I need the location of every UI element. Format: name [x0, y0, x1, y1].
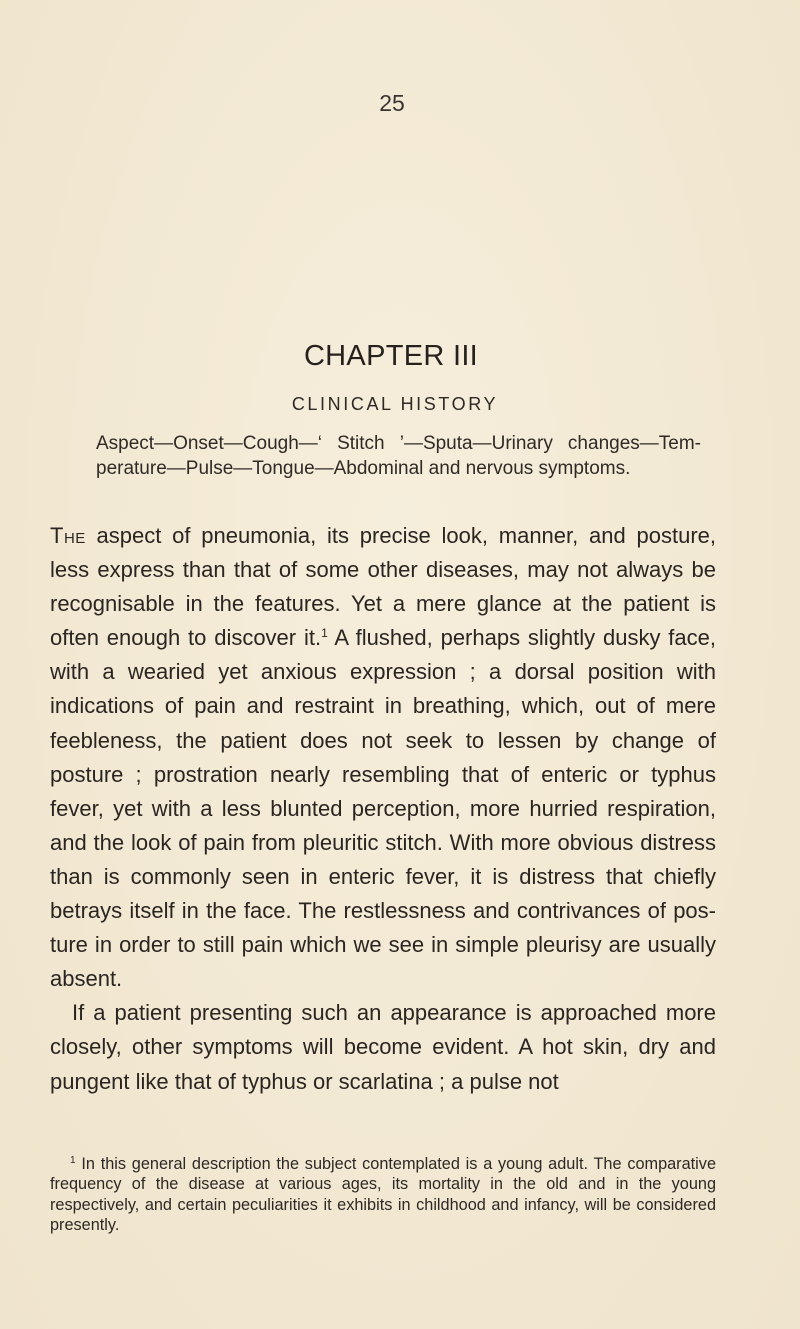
paragraph-1-part-a: aspect of pneumonia, its precise look, manner, and posture, less express than that of some other diseases, may not always be recognisable in the features. Yet a mere glance at the patient is often enough to discover it.	[50, 523, 716, 651]
paragraph-lead-word: The	[50, 523, 86, 548]
section-title: CLINICAL HISTORY	[291, 394, 499, 414]
footnote	[50, 1154, 716, 1235]
paragraph-2: If a patient presenting such an appearance is approached more closely, other symptoms will become evident. A hot skin, dry and pungent like that of typhus or scarlatina ; a pulse not	[50, 1000, 716, 1094]
body-text	[50, 519, 716, 1099]
page-number: 25	[379, 90, 405, 116]
paragraph-1-part-b: A flushed, perhaps slightly dusky face, with a wearied yet anxious expression ; a dorsal position with indications of pain and restraint in breathing, which, out of mere feebleness, the patient does not seek to lessen by change of posture ; prostration nearly resembling that of enteric or typhus fever, yet with a less blunted perception, more hurried respiration, and the look of pain from pleuritic stitch. With more obvious distress than is commonly seen in enteric fever, it is distress that chiefly betrays itself in the face. The restlessness and contrivances of pos-ture in order to still pain which we see in simple pleurisy are usually absent.	[50, 625, 717, 992]
chapter-title: CHAPTER III	[303, 340, 479, 372]
chapter-synopsis: Aspect—Onset—Cough—‘ Stitch ’—Sputa—Urinary changes—Tem-perature—Pulse—Tongue—Abdominal and nervous symptoms.	[96, 433, 701, 479]
footnote-text: In this general description the subject contemplated is a young adult. The comparative frequency of the disease at various ages, its mortality in the old and in the young respectively, and certain peculiarities it exhibits in childhood and infancy, will be considered presently.	[50, 1155, 716, 1234]
footnote-reference: 1	[321, 626, 328, 641]
paragraph-1	[50, 519, 716, 996]
footnote-marker: 1	[70, 1155, 76, 1166]
